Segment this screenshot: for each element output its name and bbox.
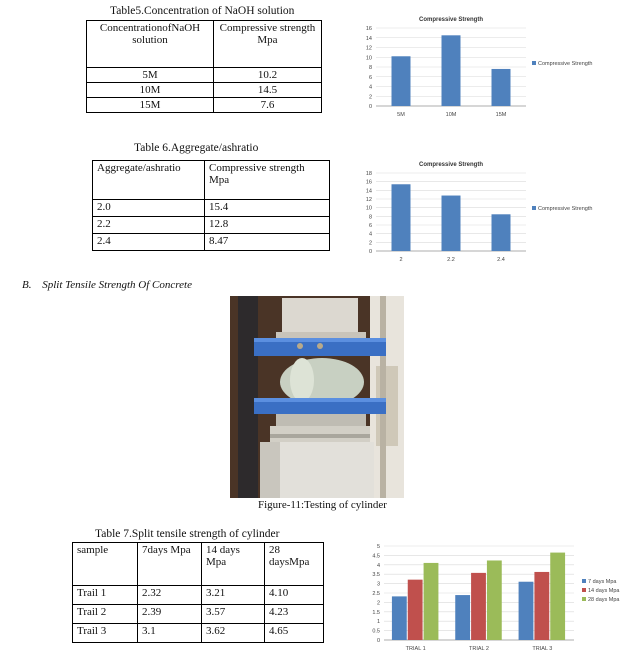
table-cell: 15.4 — [205, 200, 330, 217]
table-cell: 2.39 — [138, 605, 202, 624]
y-tick-label: 3 — [376, 581, 380, 588]
table-cell: 10M — [87, 83, 214, 98]
table-cell: 8.47 — [205, 234, 330, 251]
table-cell: 12.8 — [205, 217, 330, 234]
table-header-cell: ConcentrationofNaOH solution — [87, 21, 214, 68]
x-tick-label: 2.4 — [497, 257, 505, 263]
x-tick-label: TRIAL 3 — [532, 646, 553, 652]
table-row — [93, 234, 330, 251]
legend-swatch — [582, 597, 586, 601]
y-tick-label: 10 — [365, 205, 372, 212]
bar — [408, 580, 423, 640]
legend-label: Compressive Strength — [538, 61, 593, 67]
x-tick-label: 2.2 — [447, 257, 455, 263]
table7-caption: Table 7.Split tensile strength of cylinder — [95, 528, 280, 540]
bar — [424, 563, 439, 640]
bar — [492, 69, 511, 106]
table-cell: 3.57 — [202, 605, 265, 624]
y-tick-label: 0 — [376, 638, 380, 644]
table-row — [87, 98, 322, 113]
y-tick-label: 12 — [365, 45, 372, 52]
table-cell: 4.65 — [265, 624, 324, 643]
bar — [471, 573, 486, 640]
chart-naoh-compressive — [346, 10, 630, 122]
bar — [392, 596, 407, 640]
table-header-row — [87, 21, 322, 68]
y-tick-label: 12 — [365, 197, 372, 203]
table-header-cell: 28 daysMpa — [265, 543, 324, 586]
section-label: B. — [22, 279, 32, 291]
table-row — [87, 83, 322, 98]
table-header-cell: sample — [73, 543, 138, 586]
bar — [534, 572, 549, 640]
y-tick-label: 4 — [368, 231, 372, 238]
legend-swatch — [532, 206, 536, 210]
table-cell: 15M — [87, 98, 214, 113]
table-header-cell: Compressive strength Mpa — [205, 161, 330, 200]
y-tick-label: 4 — [368, 84, 372, 91]
y-tick-label: 8 — [368, 65, 372, 71]
y-tick-label: 4 — [376, 562, 380, 569]
table-cell: Trail 1 — [73, 586, 138, 605]
table-cell: 2.2 — [93, 217, 205, 234]
table-cell: Trail 2 — [73, 605, 138, 624]
y-tick-label: 8 — [368, 214, 372, 221]
y-tick-label: 0 — [368, 249, 372, 255]
table-header-cell: 14 days Mpa — [202, 543, 265, 586]
table-cell: 10.2 — [214, 68, 322, 83]
table-cell: 3.1 — [138, 624, 202, 643]
table-cell: 3.62 — [202, 624, 265, 643]
bar — [442, 196, 461, 251]
y-tick-label: 16 — [365, 26, 372, 32]
chart-svg — [346, 155, 630, 267]
table5 — [86, 20, 322, 113]
section-title: Split Tensile Strength Of Concrete — [42, 279, 192, 291]
legend-label: Compressive Strength — [538, 206, 593, 212]
y-tick-label: 5 — [376, 544, 380, 550]
y-tick-label: 0 — [368, 104, 372, 110]
chart-title: Compressive Strength — [418, 17, 484, 23]
legend-swatch — [582, 588, 586, 592]
table-header-cell: 7days Mpa — [138, 543, 202, 586]
bar — [392, 56, 411, 106]
table-header-row — [73, 543, 324, 586]
table-cell: 14.5 — [214, 83, 322, 98]
cylinder-test-photo — [230, 296, 404, 498]
y-tick-label: 2 — [376, 600, 380, 607]
y-tick-label: 16 — [365, 179, 372, 186]
x-tick-label: 5M — [397, 112, 405, 118]
table-row — [73, 624, 324, 643]
table-cell: 2.0 — [93, 200, 205, 217]
table-cell: Trail 3 — [73, 624, 138, 643]
x-tick-label: 15M — [495, 112, 507, 118]
table-cell: 4.23 — [265, 605, 324, 624]
y-tick-label: 2 — [368, 240, 372, 247]
y-tick-label: 14 — [365, 188, 372, 195]
table-header-cell: Compressive strength Mpa — [214, 21, 322, 68]
y-tick-label: 1 — [376, 619, 380, 626]
bar — [442, 35, 461, 106]
y-tick-label: 4.5 — [372, 553, 380, 560]
y-tick-label: 14 — [365, 35, 372, 42]
y-tick-label: 2.5 — [372, 591, 380, 597]
figure11-caption: Figure-11:Testing of cylinder — [258, 499, 387, 511]
y-tick-label: 6 — [368, 223, 372, 229]
legend-swatch — [582, 579, 586, 583]
table-cell: 4.10 — [265, 586, 324, 605]
table6 — [92, 160, 330, 251]
chart-title: Compressive Strength — [418, 162, 484, 168]
chart-split-tensile — [350, 540, 632, 660]
x-tick-label: TRIAL 1 — [405, 646, 426, 652]
table-row — [73, 586, 324, 605]
chart-svg — [346, 10, 630, 122]
table-row — [93, 200, 330, 217]
table6-caption: Table 6.Aggregate/ashratio — [134, 142, 259, 154]
y-tick-label: 6 — [368, 74, 372, 81]
table7 — [72, 542, 324, 643]
section-heading — [22, 279, 192, 291]
y-tick-label: 18 — [365, 171, 372, 177]
legend-label: 14 days Mpa — [588, 588, 620, 594]
x-tick-label: TRIAL 2 — [469, 646, 489, 652]
table5-caption: Table5.Concentration of NaOH solution — [110, 5, 295, 17]
table-header-cell: Aggregate/ashratio — [93, 161, 205, 200]
y-tick-label: 0.5 — [372, 628, 380, 635]
y-tick-label: 2 — [368, 94, 372, 101]
legend-swatch — [532, 61, 536, 65]
bar — [550, 553, 565, 640]
bar — [492, 214, 511, 251]
x-tick-label: 10M — [445, 112, 457, 118]
legend-label: 28 days Mpa — [588, 597, 620, 603]
table-cell: 2.4 — [93, 234, 205, 251]
y-tick-label: 1.5 — [372, 609, 380, 616]
bar — [392, 184, 411, 251]
table-row — [93, 217, 330, 234]
chart-aggregate-compressive — [346, 155, 630, 267]
table-cell: 7.6 — [214, 98, 322, 113]
table-cell: 3.21 — [202, 586, 265, 605]
table-header-row — [93, 161, 330, 200]
table-cell: 2.32 — [138, 586, 202, 605]
x-tick-label: 2 — [399, 257, 403, 263]
chart-svg — [350, 540, 632, 660]
legend-label: 7 days Mpa — [588, 579, 617, 585]
bar — [519, 582, 534, 640]
table-cell: 5M — [87, 68, 214, 83]
y-tick-label: 10 — [365, 55, 372, 62]
y-tick-label: 3.5 — [372, 572, 380, 579]
bar — [487, 560, 502, 640]
bar — [455, 595, 470, 640]
table-row — [73, 605, 324, 624]
table-row — [87, 68, 322, 83]
